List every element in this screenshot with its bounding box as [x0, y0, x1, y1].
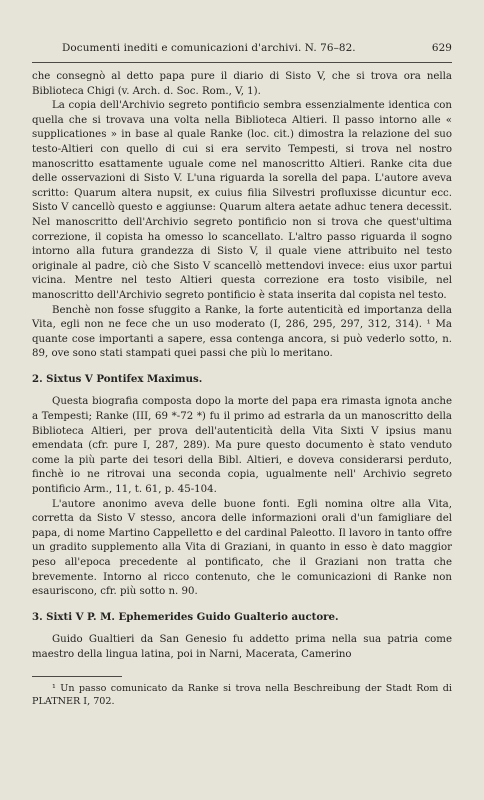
- running-head: [32, 42, 452, 54]
- section-heading-2: 2. Sixtus V Pontifex Maximus.: [32, 372, 203, 385]
- body-text: [32, 70, 452, 709]
- section-heading-3: 3. Sixti V P. M. Ephemerides Guido Gualterio auctore.: [32, 610, 339, 623]
- running-head-title: Documenti inediti e comunicazioni d'archivi. N. 76–82.: [62, 42, 356, 54]
- page-number: 629: [431, 42, 452, 54]
- footnote-rule: [32, 676, 122, 677]
- header-rule: [32, 62, 452, 63]
- paragraph-continuation: che consegnò al detto papa pure il diario di Sisto V, che si trova ora nella Biblioteca Chigi (v. Arch. d. Soc. Rom., V, 1).: [32, 71, 452, 97]
- paragraph-ranke-usage: Benchè non fosse sfuggito a Ranke, la forte autenticità ed importanza della Vita, egli non ne fece che un uso moderato (I, 286, 295, 297, 312, 314). ¹ Ma quante cose importanti a sapere, essa contenga ancora, si può vederlo sotto, n. 89, ove sono stati stampati quei passi che più lo meritano.: [32, 304, 452, 360]
- paragraph-biography: Questa biografia composta dopo la morte del papa era rimasta ignota anche a Tempesti; Ranke (III, 69 *-72 *) fu il primo ad estrarla da un manoscritto della Biblioteca Altieri, per prova dell'autenticità della Vita Sixti V ipsius manu emendata (cfr. pure I, 287, 289). Ma pure questo documento è stato venduto come la più parte dei tesori della Bibl. Altieri, e doveva considerarsi perduto, finchè io ne ritrovai una seconda copia, ugualmente nell' Archivio segreto pontificio Arm., 11, t. 61, p. 45-104.: [32, 396, 452, 496]
- paragraph-anonymous-author: L'autore anonimo aveva delle buone fonti. Egli nomina oltre alla Vita, corretta da Sisto V stesso, ancora delle informazioni orali d'un famigliare del papa, di nome Martino Cappelletto e del cardinal Paleotto. Il lavoro in tanto offre un gradito supplemento alla Vita di Graziani, in quanto in esso è dato maggior peso all'epoca precedente al pontificato, che il Graziani non tratta che brevemente. Intorno al ricco contenuto, che le comunicazioni di Ranke non esauriscono, cfr. più sotto n. 90.: [32, 498, 452, 598]
- footnote: ¹ Un passo comunicato da Ranke si trova nella Beschreibung der Stadt Rom di PLATNER I, 702.: [32, 682, 452, 708]
- paragraph-gualtieri: Guido Gualtieri da San Genesio fu addetto prima nella sua patria come maestro della lingua latina, poi in Narni, Macerata, Camerino: [32, 634, 452, 660]
- paragraph-copy-comparison: La copia dell'Archivio segreto pontificio sembra essenzialmente identica con quella che si trovava una volta nella Biblioteca Altieri. Il passo intorno alle « supplicationes » in base al quale Ranke (loc. cit.) dimostra la relazione del suo testo-Altieri con quello di cui si era servito Tempesti, si trova nel nostro manoscritto esattamente uguale come nel manoscritto Altieri. Ranke cita due delle osservazioni di Sisto V. L'una riguarda la sorella del papa. L'autore aveva scritto: Quarum altera nupsit, ex cuius filia Silvestri profluxisse dicuntur ecc. Sisto V cancellò questo e aggiunse: Quarum altera aetate adhuc tenera decessit. Nel manoscritto dell'Archivio segreto pontificio non si trova che quest'ultima correzione, il copista ha omesso lo scancellato. L'altro passo riguarda il sogno intorno alla futura grandezza di Sisto V, il quale viene attribuito nel testo originale al padre, ciò che Sisto V scancellò mettendovi invece: eius uxor partui vicina. Mentre nel testo Altieri questa correzione era tosto visibile, nel manoscritto dell'Archivio segreto pontificio è stata inserita dal copista nel testo.: [32, 100, 452, 301]
